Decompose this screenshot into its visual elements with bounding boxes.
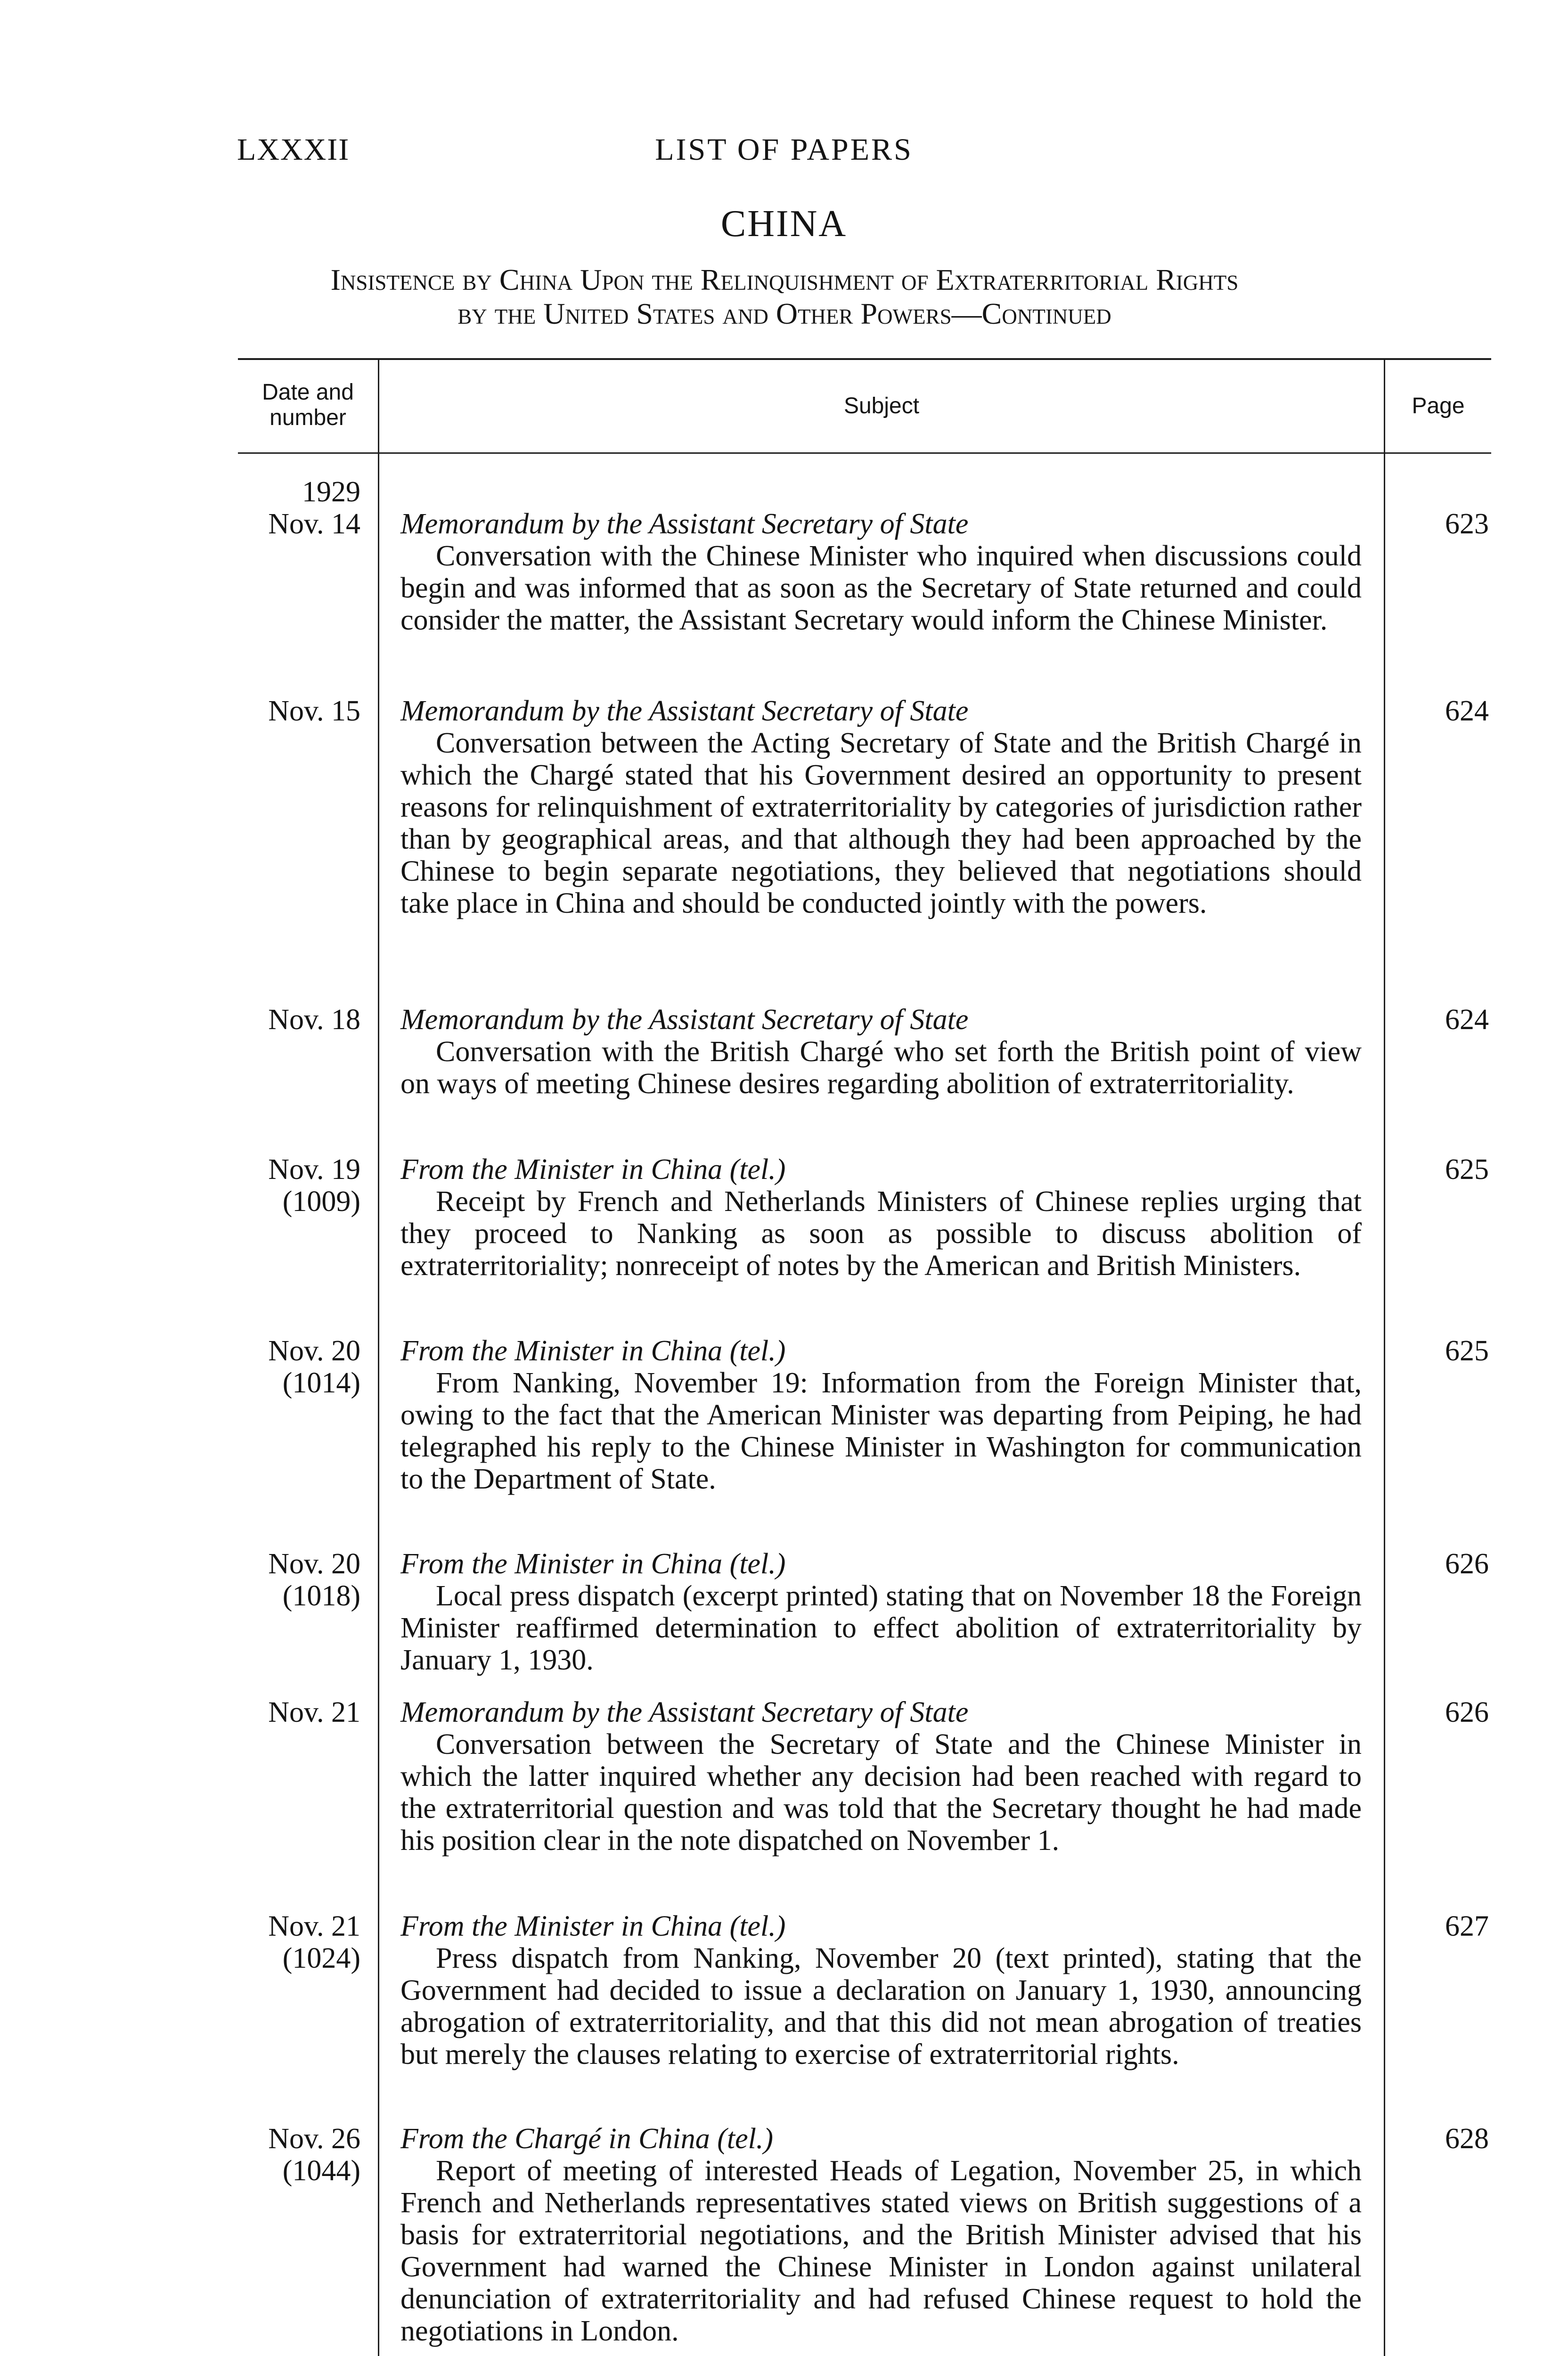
entry-page: 625 <box>1445 1153 1489 1186</box>
entry-date: Nov. 26 <box>268 2123 360 2155</box>
entry-subject <box>400 2123 1362 2347</box>
entry-date: Nov. 20 <box>268 1335 360 1367</box>
entry-number: (1018) <box>282 1580 360 1612</box>
entry-subject <box>400 695 1362 919</box>
column-header-date <box>238 380 378 431</box>
entry-heading: From the Minister in China (tel.) <box>400 1548 786 1580</box>
column-divider-left <box>378 360 379 2356</box>
entry-date: Nov. 15 <box>268 695 360 727</box>
entry-heading: From the Chargé in China (tel.) <box>400 2123 773 2155</box>
entry-page: 624 <box>1445 1004 1489 1036</box>
entry-page: 628 <box>1445 2123 1489 2155</box>
entry-date: Nov. 21 <box>268 1696 360 1728</box>
entry-text: Conversation between the Secretary of State and the Chinese Minister in which the latter inquired whether any decision had been reached with regard to the extraterritorial question and was told that the Secretary thought he had made his position clear in the note dispatched on November 1. <box>400 1728 1362 1857</box>
entry-text: Conversation between the Acting Secretary of State and the British Chargé in which the Chargé stated that his Government desired an opportunity to present reasons for relinquishment of extraterritoriality by categories of jurisdiction rather than by geographical areas, and that although they had been approached by the Chinese to begin separate negotiations, they believed that negotiations should take place in China and should be conducted jointly with the powers. <box>400 727 1362 919</box>
entry-subject <box>400 1910 1362 2070</box>
entry-subject <box>400 1004 1362 1100</box>
entry-text: Receipt by French and Netherlands Ministers of Chinese replies urging that they proceed to Nanking as soon as possible to discuss abolition of extraterritoriality; nonreceipt of notes by the American and British Ministers. <box>400 1186 1362 1282</box>
entry-heading: Memorandum by the Assistant Secretary of State <box>400 1004 969 1036</box>
entry-number: (1009) <box>282 1186 360 1218</box>
column-header-page: Page <box>1412 393 1465 418</box>
entry-number: (1014) <box>282 1367 360 1399</box>
entry-date: Nov. 14 <box>268 508 360 540</box>
entry-date: Nov. 21 <box>268 1910 360 1942</box>
column-header-subject: Subject <box>843 393 920 418</box>
entry-text: From Nanking, November 19: Information from the Foreign Minister that, owing to the fact that the American Minister was departing from Peiping, he had telegraphed his reply to the Chinese Minister in Washington for communication to the Department of State. <box>400 1367 1362 1495</box>
entry-text: Conversation with the British Chargé who set forth the British point of view on ways of meeting Chinese desires regarding abolition of extraterritoriality. <box>400 1036 1362 1100</box>
entry-date: Nov. 20 <box>268 1548 360 1580</box>
entry-subject <box>400 1335 1362 1495</box>
header-bottom-rule <box>238 452 1491 454</box>
entry-heading: From the Minister in China (tel.) <box>400 1153 786 1186</box>
subtitle-line-2: by the United States and Other Powers—Continued <box>457 297 1111 330</box>
column-header-date-line-2: number <box>270 405 346 430</box>
section-title: CHINA <box>720 203 848 245</box>
entry-subject <box>400 1153 1362 1282</box>
entry-date-cell <box>226 1696 360 1728</box>
entry-page: 625 <box>1445 1335 1489 1367</box>
entry-subject <box>400 1696 1362 1857</box>
entry-date-cell <box>226 1004 360 1036</box>
entry-number: (1044) <box>282 2155 360 2187</box>
entry-text: Report of meeting of interested Heads of Legation, November 25, in which French and Netherlands representatives stated views on British suggestions of a basis for extraterritorial negotiations, and the British Minister advised that his Government had warned the Chinese Minister in London against unilateral denunciation of extraterritoriality and had refused Chinese request to hold the negotiations in London. <box>400 2155 1362 2347</box>
entry-page: 624 <box>1445 695 1489 727</box>
entry-page: 626 <box>1445 1696 1489 1728</box>
subtitle-line-1: Insistence by China Upon the Relinquishment of Extraterritorial Rights <box>330 263 1239 296</box>
entry-date: Nov. 19 <box>268 1153 360 1186</box>
entry-date-cell <box>226 1153 360 1218</box>
entry-heading: Memorandum by the Assistant Secretary of State <box>400 508 969 540</box>
table-top-rule <box>238 358 1491 360</box>
entry-subject <box>400 1548 1362 1676</box>
page-number: LXXXII <box>237 132 350 167</box>
entry-page: 627 <box>1445 1910 1489 1942</box>
entry-text: Local press dispatch (excerpt printed) stating that on November 18 the Foreign Minister reaffirmed determination to effect abolition of extraterritoriality by January 1, 1930. <box>400 1580 1362 1676</box>
entry-page: 626 <box>1445 1548 1489 1580</box>
entry-date-cell <box>226 1910 360 1974</box>
entry-number: (1024) <box>282 1942 360 1974</box>
entry-heading: Memorandum by the Assistant Secretary of State <box>400 1696 969 1728</box>
entry-page: 623 <box>1445 508 1489 540</box>
entry-heading: Memorandum by the Assistant Secretary of State <box>400 695 969 727</box>
entry-date-cell <box>226 1548 360 1612</box>
running-head: LIST OF PAPERS <box>655 132 913 167</box>
entry-date: Nov. 18 <box>268 1004 360 1036</box>
entry-text: Conversation with the Chinese Minister who inquired when discussions could begin and was informed that as soon as the Secretary of State returned and could consider the matter, the Assistant Secretary would inform the Chinese Minister. <box>400 540 1362 636</box>
column-divider-right <box>1384 360 1385 2356</box>
entry-date-cell <box>226 2123 360 2187</box>
entry-heading: From the Minister in China (tel.) <box>400 1335 786 1367</box>
entry-subject <box>400 508 1362 636</box>
entry-heading: From the Minister in China (tel.) <box>400 1910 786 1942</box>
entry-text: Press dispatch from Nanking, November 20 (text printed), stating that the Government had decided to issue a declaration on January 1, 1930, announcing abrogation of extraterritoriality, and that this did not mean abrogation of treaties but merely the clauses relating to exercise of extraterritorial rights. <box>400 1942 1362 2070</box>
section-subtitle <box>226 263 1343 331</box>
column-header-date-line-1: Date and <box>262 380 354 405</box>
entry-date-cell <box>226 695 360 727</box>
entry-date-cell <box>226 476 360 540</box>
entry-date-cell <box>226 1335 360 1399</box>
entry-year: 1929 <box>302 476 360 508</box>
